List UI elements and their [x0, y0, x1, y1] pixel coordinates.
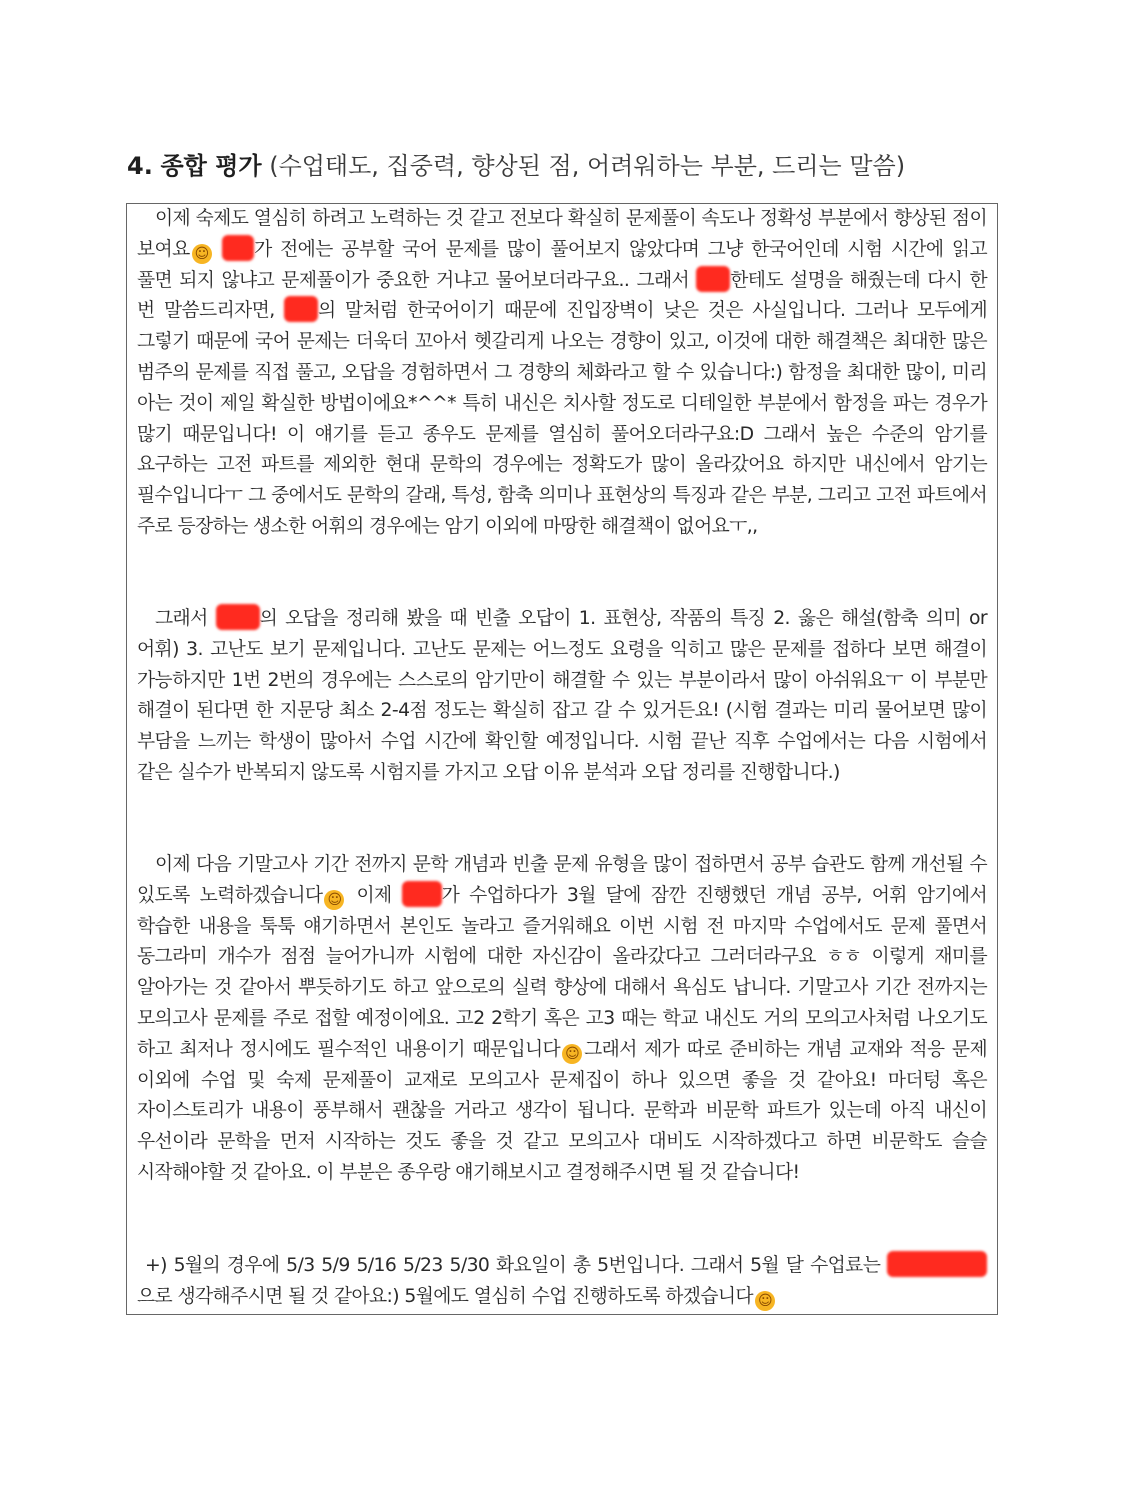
smiling-face-icon: ☺ — [562, 1044, 582, 1064]
para1-text-1: 이제 숙제도 열심히 하려고 노력하는 것 같고 전보다 확실히 문제풀이 속도나 정확성 부분에서 향상된 점이 보여요 — [137, 208, 987, 260]
redaction-mark — [402, 881, 442, 907]
para3-text-3: 가 수업하다가 3월 달에 잠깐 진행했던 개념 공부, 어휘 암기에서 학습한 내용을 툭툭 얘기하면서 본인도 놀라고 즐거워해요 이번 시험 전 마지막 수업에서도 문제 풀면서 동그라미 개수가 점점 늘어가니까 시험에 대한 자신감이 올라갔다고 그러더라구요 ㅎㅎ 이렇게 재미를 알아가는 것 같아서 뿌듯하기도 하고 앞으로의 실력 향상에 대해서 욕심도 납니다. 기말고사 기간 전까지는 모의고사 문제를 주로 접할 예정이에요. 고2 2학기 혹은 고3 때는 학교 내신도 거의 모의고사처럼 나오기도 하고 최저나 정시에도 필수적인 내용이기 때문입니다 — [137, 884, 987, 1060]
redaction-mark — [222, 235, 254, 261]
para3-text-4: 그래서 제가 따로 준비하는 개념 교재와 적응 문제 이외에 수업 및 숙제 문제풀이 교재로 모의고사 문제집이 하나 있으면 좋을 것 같아요! 마더텅 혹은 자이스토리가 내용이 풍부해서 괜찮을 거라고 생각이 됩니다. 문학과 비문학 파트가 있는데 아직 내신이 우선이라 문학을 먼저 시작하는 것도 좋을 것 같고 모의고사 대비도 시작하겠다고 하면 비문학도 슬슬 시작해야할 것 같아요. 이 부분은 종우랑 얘기해보시고 결정해주시면 될 것 같습니다! — [137, 1038, 987, 1183]
smiling-face-icon: ☺ — [192, 244, 212, 264]
redaction-mark — [887, 1251, 987, 1277]
para4-text-2: 으로 생각해주시면 될 것 같아요:) 5월에도 열심히 수업 진행하도록 하겠습니다 — [137, 1285, 753, 1307]
redaction-mark — [284, 296, 318, 322]
para3-text-1: 이제 다음 기말고사 기간 전까지 문학 개념과 빈출 문제 유형을 많이 접하면서 공부 습관도 함께 개선될 수 있도록 노력하겠습니다 — [137, 854, 987, 906]
smiling-face-icon: ☺ — [755, 1291, 775, 1311]
para4-text-1: +) 5월의 경우에 5/3 5/9 5/16 5/23 5/30 화요일이 총 5번입니다. 그래서 5월 달 수업료는 — [145, 1255, 881, 1276]
section-number: 4. — [127, 152, 153, 180]
paragraph-4 — [137, 1251, 987, 1313]
paragraph-3 — [137, 850, 987, 1189]
redaction-mark — [216, 604, 260, 630]
smiling-face-icon: ☺ — [324, 890, 344, 910]
para1-text-4: 의 말처럼 한국어이기 때문에 진입장벽이 낮은 것은 사실입니다. 그러나 모두에게 그렇기 때문에 국어 문제는 더욱더 꼬아서 헷갈리게 나오는 경향이 있고, 이것에 대한 해결책은 최대한 많은 범주의 문제를 직접 풀고, 오답을 경험하면서 그 경향의 체화라고 할 수 있습니다:) 함정을 최대한 많이, 미리 아는 것이 제일 확실한 방법이에요*^^* 특히 내신은 치사할 정도로 디테일한 부분에서 함정을 파는 경우가 많기 때문입니다! 이 얘기를 듣고 종우도 문제를 열심히 풀어오더라구요:D 그래서 높은 수준의 암기를 요구하는 고전 파트를 제외한 현대 문학의 경우에는 정확도가 많이 올라갔어요 하지만 내신에서 암기는 필수입니다ㅜ 그 중에서도 문학의 갈래, 특성, 함축 의미나 표현상의 특징과 같은 부분, 그리고 고전 파트에서 주로 등장하는 생소한 어휘의 경우에는 암기 이외에 마땅한 해결책이 없어요ㅜ,, — [137, 300, 988, 537]
evaluation-box — [126, 203, 998, 1315]
para3-text-2: 이제 — [356, 884, 392, 906]
section-subtitle: (수업태도, 집중력, 향상된 점, 어려워하는 부분, 드리는 말씀) — [269, 152, 906, 180]
para1-text-2: 가 전에는 공부할 국어 문제를 많이 풀어보지 않았다며 그냥 한국어인데 시험 시간에 읽고 풀면 되지 않냐고 문제풀이가 중요한 거냐고 물어보더라구요.. 그래서 — [137, 238, 987, 291]
section-heading — [127, 150, 905, 182]
section-title: 종합 평가 — [160, 152, 262, 180]
redaction-mark — [696, 266, 730, 292]
para2-text-1: 의 오답을 정리해 봤을 때 빈출 오답이 1. 표현상, 작품의 특징 2. 옳은 해설(함축 의미 or 어휘) 3. 고난도 보기 문제입니다. 고난도 문제는 어느정도 요령을 익히고 많은 문제를 접하다 보면 해결이 가능하지만 1번 2번의 경우에는 스스로의 암기만이 해결할 수 있는 부분이라서 많이 아쉬워요ㅜ 이 부분만 해결이 된다면 한 지문당 최소 2-4점 정도는 확실히 잡고 갈 수 있거든요! (시험 결과는 미리 물어보면 많이 부담을 느끼는 학생이 많아서 수업 시간에 확인할 예정입니다. 시험 끝난 직후 수업에서는 다음 시험에서 같은 실수가 반복되지 않도록 시험지를 가지고 오답 이유 분석과 오답 정리를 진행합니다.) — [137, 608, 987, 783]
para2-text-0: 그래서 — [155, 608, 208, 629]
para1-text-3: 한테도 설명을 해줬는데 다시 한 번 말씀드리자면, — [137, 269, 987, 322]
paragraph-2 — [137, 604, 987, 789]
paragraph-1 — [137, 204, 987, 543]
